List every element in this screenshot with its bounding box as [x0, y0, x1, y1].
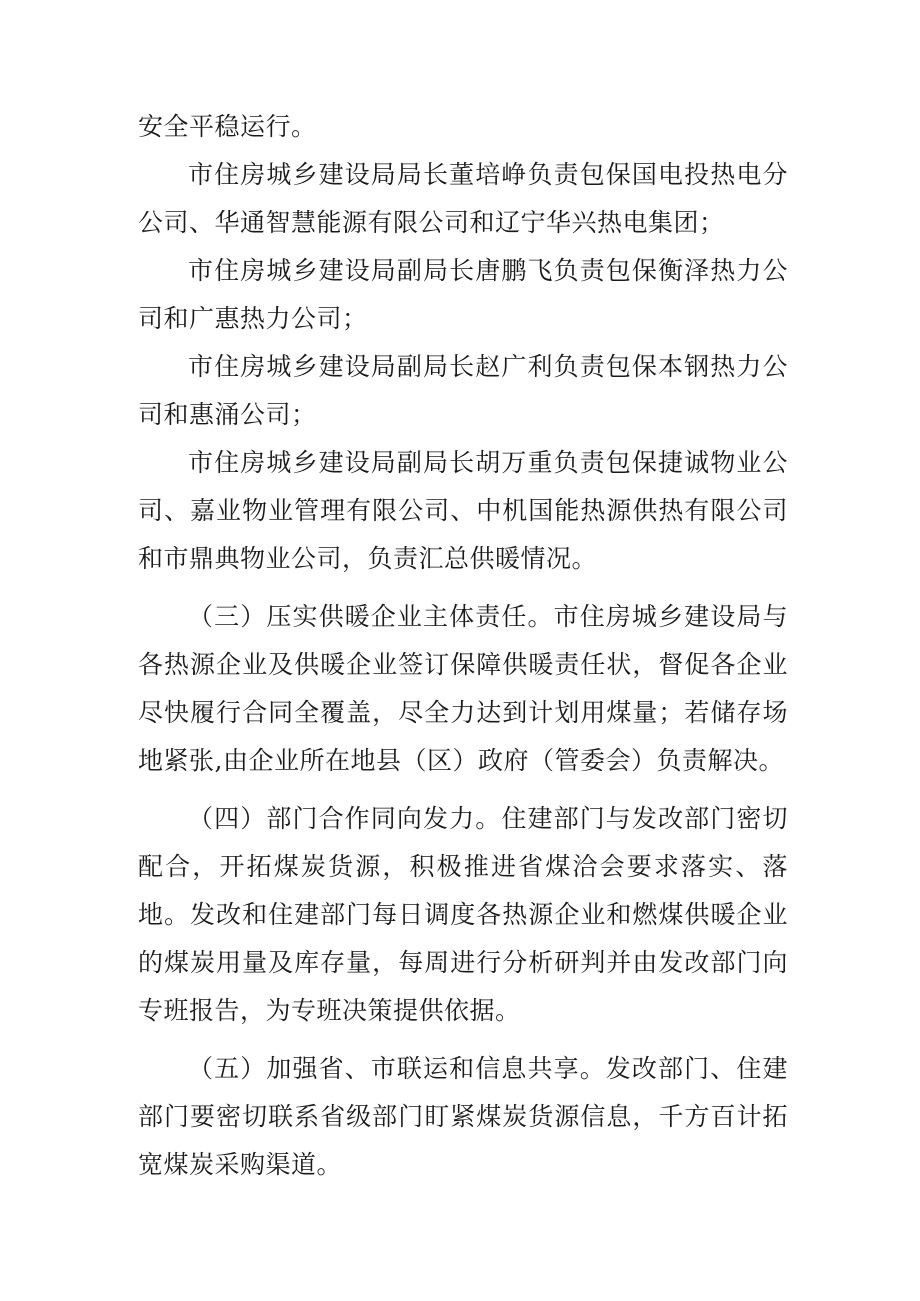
paragraph-deputy-tang: 市住房城乡建设局副局长唐鹏飞负责包保衡泽热力公司和广惠热力公司；	[138, 256, 788, 333]
paragraph-deputy-hu: 市住房城乡建设局副局长胡万重负责包保捷诚物业公司、嘉业物业管理有限公司、中机国能热源供热有限公司和市鼎典物业公司，负责汇总供暖情况。	[138, 448, 788, 573]
paragraph-deputy-zhao: 市住房城乡建设局副局长赵广利负责包保本钢热力公司和惠涌公司；	[138, 352, 788, 429]
paragraph-section-5: （五）加强省、市联运和信息共享。发改部门、住建部门要密切联系省级部门盯紧煤炭货源信息，千方百计拓宽煤炭采购渠道。	[138, 1054, 788, 1179]
paragraph-section-3: （三）压实供暖企业主体责任。市住房城乡建设局与各热源企业及供暖企业签订保障供暖责任状，督促各企业尽快履行合同全覆盖，尽全力达到计划用煤量；若储存场地紧张,由企业所在地县（区）政府（管委会）负责解决。	[138, 602, 788, 775]
document-body	[138, 103, 788, 1189]
paragraph-director-dong: 市住房城乡建设局局长董培峥负责包保国电投热电分公司、华通智慧能源有限公司和辽宁华兴热电集团；	[138, 160, 788, 237]
paragraph-section-4: （四）部门合作同向发力。住建部门与发改部门密切配合，开拓煤炭货源，积极推进省煤洽会要求落实、落地。发改和住建部门每日调度各热源企业和燃煤供暖企业的煤炭用量及库存量，每周进行分析研判并由发改部门向专班报告，为专班决策提供依据。	[138, 804, 788, 1025]
paragraph-continuation: 安全平稳运行。	[138, 112, 317, 141]
